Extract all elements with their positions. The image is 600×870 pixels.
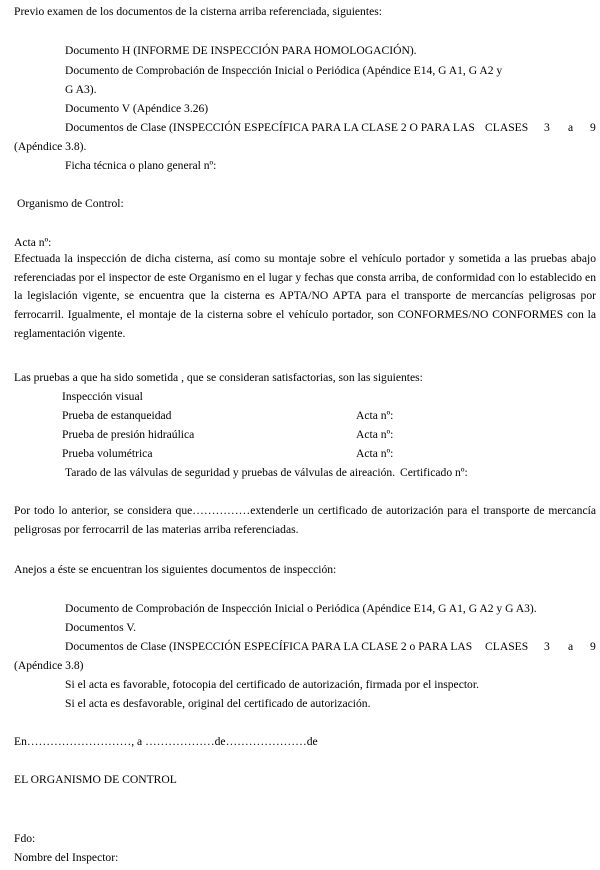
doc-h: Documento H (INFORME DE INSPECCIÓN PARA HOMOLOGACIÓN).	[65, 44, 417, 57]
anejo-doc-comprobacion: Documento de Comprobación de Inspección Inicial o Periódica (Apéndice E14, G A1, G A2 y G A3).	[65, 602, 537, 615]
ficha-tecnica: Ficha técnica o plano general nº:	[65, 159, 217, 172]
prueba-acta: Acta nº:	[356, 409, 394, 422]
doc-clases-num-9: 9	[590, 121, 596, 134]
tarado-valvulas: Tarado de las válvulas de seguridad y pruebas de válvulas de aireación.	[65, 466, 396, 479]
doc-clase-line2: (Apéndice 3.8).	[14, 140, 87, 153]
intro-text: Previo examen de los documentos de la cisterna arriba referenciada, siguientes:	[14, 5, 382, 18]
doc-clases-num-3: 3	[544, 121, 550, 134]
anejo-doc-v: Documentos V.	[65, 621, 137, 634]
prueba-label: Prueba de presión hidraúlica	[62, 428, 195, 441]
doc-comprobacion-line2: G A3).	[65, 83, 97, 96]
prueba-label: Prueba volumétrica	[62, 447, 153, 460]
anejo-doc-clase-line2: (Apéndice 3.8)	[14, 659, 84, 672]
acta-label: Acta nº:	[14, 236, 52, 249]
prueba-acta: Acta nº:	[356, 428, 394, 441]
doc-clases-a: a	[568, 121, 574, 134]
anejo-clases-num-9: 9	[590, 640, 596, 653]
prueba-label: Prueba de estanqueidad	[62, 409, 172, 422]
anejo-clases-word: CLASES	[485, 640, 529, 653]
anejo-doc-clase-line1: Documentos de Clase (INSPECCIÓN ESPECÍFICA PARA LA CLASE 2 o PARA LAS	[65, 640, 473, 653]
por-todo-paragraph: Por todo lo anterior, se considera que……………extenderle un certificado de autorización para el transporte de mercancía peligrosas por ferrocarril de las materias arriba referenciadas.	[14, 504, 596, 536]
certificado-label: Certificado nº:	[400, 466, 468, 479]
anejo-acta-favorable: Si el acta es favorable, fotocopia del certificado de autorización, firmada por el inspector.	[65, 678, 479, 691]
organismo-firma: EL ORGANISMO DE CONTROL	[14, 773, 177, 786]
prueba-acta: Acta nº:	[356, 447, 394, 460]
organismo-label: Organismo de Control:	[17, 197, 124, 210]
fecha-line: En………………………, a ………………de…………………de	[14, 735, 318, 748]
body-paragraph: Efectuada la inspección de dicha cisterna, así como su montaje sobre el vehículo portador y sometida a las pruebas abajo referenciadas por el inspector de este Organismo en el lugar y fechas que consta arriba, de conformidad con lo establecido en la legislación vigente, se encuentra que la cisterna es APTA/NO APTA para el transporte de mercancías peligrosas por ferrocarril. Igualmente, el montaje de la cisterna sobre el vehículo portador, son CONFORMES/NO CONFORMES con la reglamentación vigente.	[14, 252, 596, 340]
fdo-label: Fdo:	[14, 832, 36, 845]
doc-clase-line1: Documentos de Clase (INSPECCIÓN ESPECÍFICA PARA LA CLASE 2 O PARA LAS	[65, 121, 475, 134]
doc-comprobacion-line1: Documento de Comprobación de Inspección Inicial o Periódica (Apéndice E14, G A1, G A2 y	[65, 64, 503, 77]
anejos-intro: Anejos a éste se encuentran los siguientes documentos de inspección:	[14, 563, 337, 576]
anejo-clases-a: a	[568, 640, 574, 653]
nombre-inspector-label: Nombre del Inspector:	[14, 851, 119, 864]
doc-v: Documento V (Apéndice 3.26)	[65, 102, 209, 115]
pruebas-intro: Las pruebas a que ha sido sometida , que se consideran satisfactorias, son las siguientes:	[14, 371, 423, 384]
anejo-clases-num-3: 3	[544, 640, 550, 653]
doc-clases-word: CLASES	[485, 121, 529, 134]
prueba-label: Inspección visual	[62, 390, 143, 403]
anejo-acta-desfavorable: Si el acta es desfavorable, original del certificado de autorización.	[65, 697, 371, 710]
